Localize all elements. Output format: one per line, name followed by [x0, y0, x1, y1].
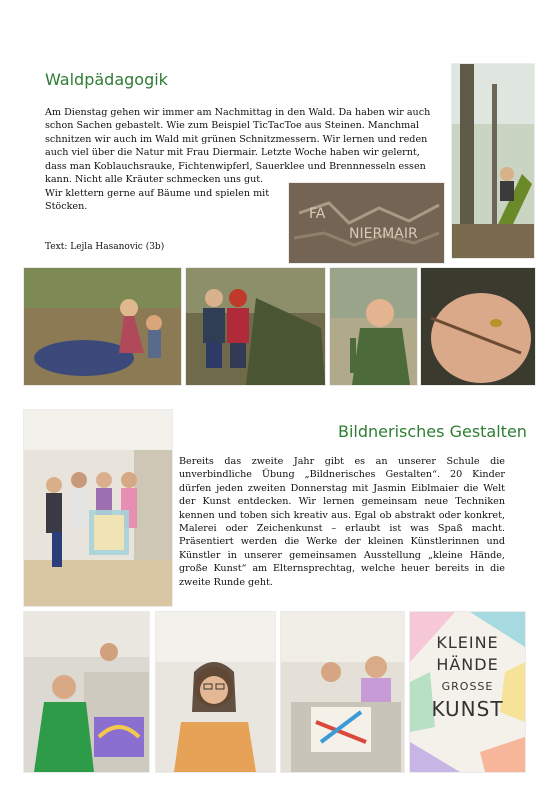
bildnerisches-paragraph: Bereits das zweite Jahr gibt es an unserer Schule die unverbindliche Übung „Bildnerisches Gestalten“. 20 Kinder dürfen jeden zweiten Donnerstag mit Jasmin Eiblmaier die Welt der Kunst entdecken. Wir lernen gemeinsam neue Techniken kennen und toben sich kreativ aus. Egal ob abstrakt oder konkret, Malerei oder Zeichenkunst – erlaubt ist was Spaß macht. Präsentiert werden die Werke der kleinen Künstlerinnen und Künstler in unserer gemeinsamen Ausstellung „kleine Hände, große Kunst“ am Elternsprechtag, welche heuer bereits in die zweite Runde geht. [179, 456, 505, 588]
photo-hand-insect [421, 268, 535, 385]
heading-bildnerisches-gestalten: Bildnerisches Gestalten [338, 422, 527, 441]
artwork-line2: HÄNDE [436, 655, 499, 674]
text-credit: Text: Lejla Hasanovic (3b) [45, 242, 165, 252]
photo-forest-climbing [452, 64, 534, 258]
artwork-line4: KUNST [431, 697, 504, 721]
artwork-line1: KLEINE [436, 633, 499, 652]
photo-class-group [24, 410, 172, 606]
svg-text:FA: FA [309, 206, 326, 222]
heading-waldpaedagogik: Waldpädagogik [45, 70, 168, 89]
artwork-line3: GROSSE [441, 680, 494, 693]
photo-boy-green-jacket [330, 268, 417, 385]
photo-girl-glasses [156, 612, 275, 772]
artwork-kleine-haende [410, 612, 525, 772]
photo-children-forest-ground [24, 268, 181, 385]
photo-boys-painting [24, 612, 149, 772]
photo-girls-painting-table [281, 612, 404, 772]
waldpaedagogik-paragraph-end: Wir klettern gerne auf Bäume und spielen mit Stöcken. [45, 188, 270, 213]
photo-bark-carving [289, 183, 444, 263]
svg-text:NIERMAIR: NIERMAIR [349, 226, 418, 242]
photo-children-standing [186, 268, 325, 385]
waldpaedagogik-paragraph: Am Dienstag gehen wir immer am Nachmittag in den Wald. Da haben wir auch schon Sachen gebastelt. Wie zum Beispiel TicTacToe aus Steinen. Manchmal schnitzen wir auch im Wald mit grünen Schnitzmessern. Wir lernen und reden auch viel über die Natur mit Frau Diermair. Letzte Woche haben wir gelernt, dass man Koblauchsrauke, Fichtenwipferl, Sauerklee und Brennnesseln essen kann. Nicht alle Kräuter schmecken uns gut. [45, 107, 431, 186]
